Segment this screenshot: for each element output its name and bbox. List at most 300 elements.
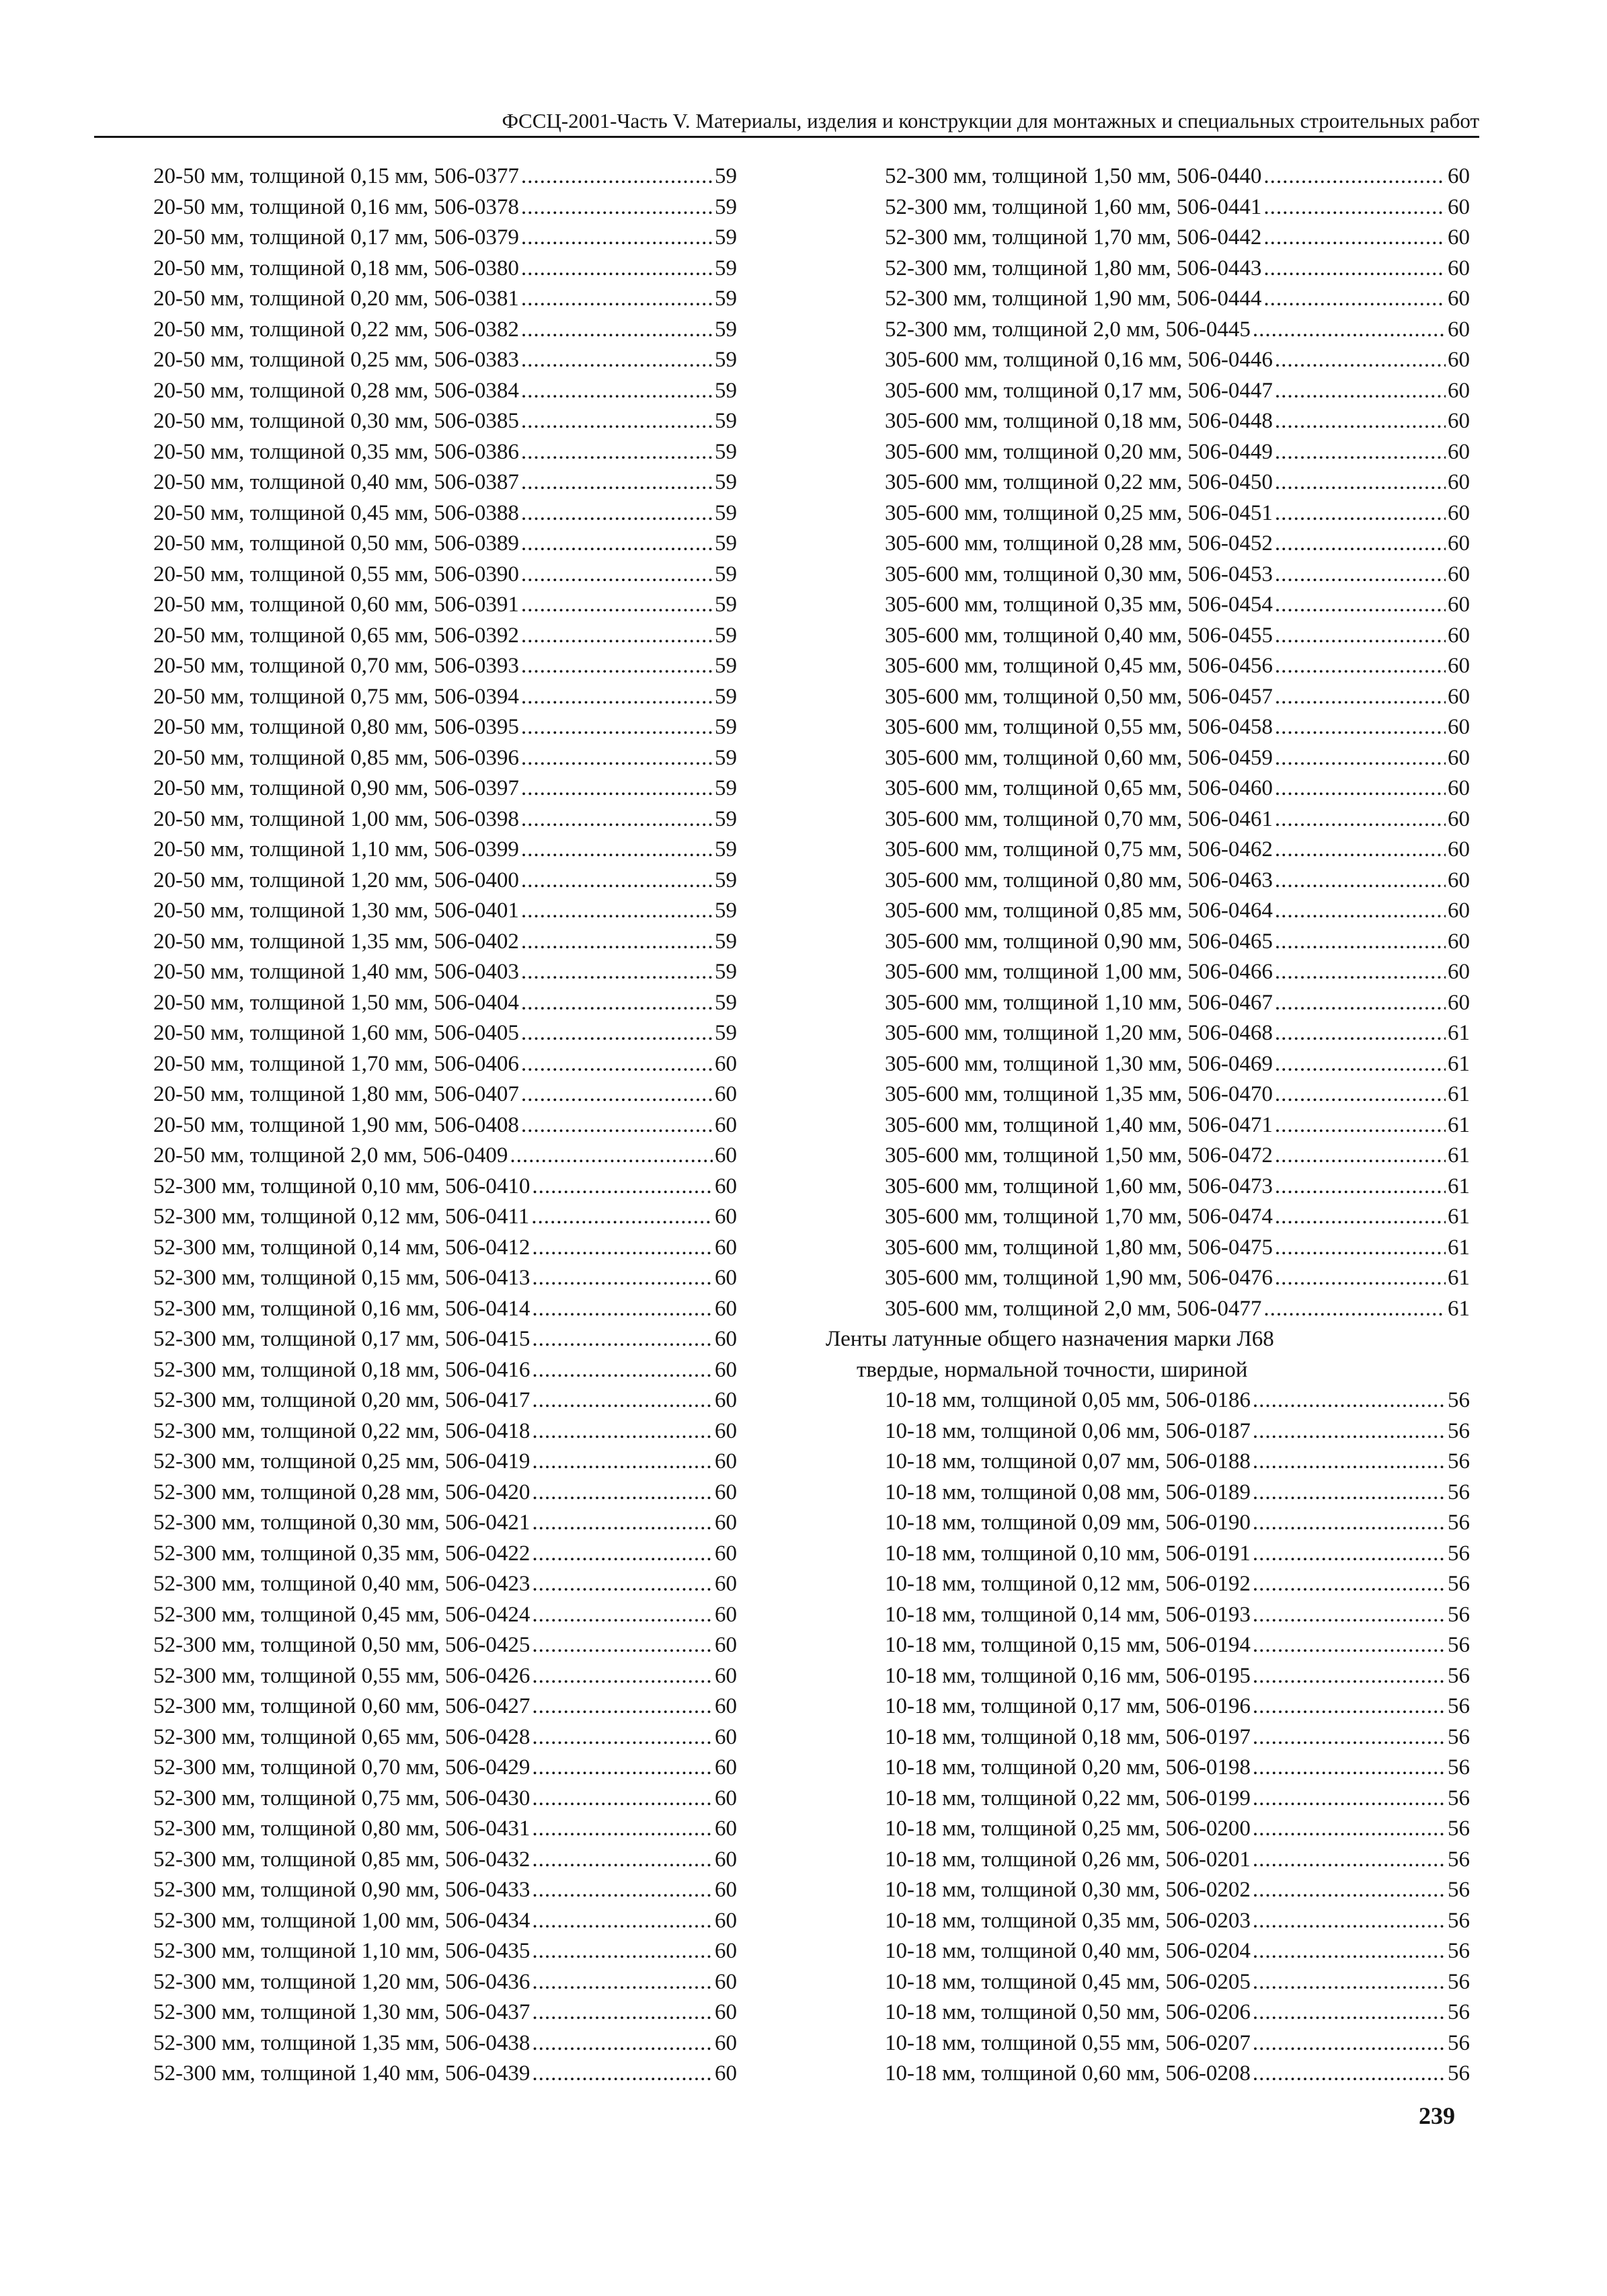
entry-page-ref: 60 [1448, 837, 1470, 862]
index-entry [153, 651, 737, 682]
entry-text: 305-600 мм, толщиной 0,90 мм, 506-0465 [885, 929, 1273, 954]
entry-page-ref: 60 [715, 1143, 737, 1168]
dot-leader [1275, 1110, 1446, 1141]
entry-text: 305-600 мм, толщиной 0,45 мм, 506-0456 [885, 654, 1273, 678]
entry-page-ref: 60 [715, 2030, 737, 2055]
index-entry [826, 1753, 1470, 1784]
dot-leader [521, 161, 713, 192]
index-entry [153, 1539, 737, 1570]
entry-text: 10-18 мм, толщиной 0,18 мм, 506-0197 [885, 1724, 1251, 1749]
entry-page-ref: 59 [715, 439, 737, 464]
entry-page-ref: 60 [715, 1908, 737, 1933]
dot-leader [1253, 1997, 1446, 2028]
dot-leader [1263, 1294, 1446, 1325]
entry-text: 10-18 мм, толщиной 0,08 мм, 506-0189 [885, 1480, 1251, 1504]
entry-text: 305-600 мм, толщиной 0,75 мм, 506-0462 [885, 837, 1273, 862]
entry-page-ref: 60 [715, 1878, 737, 1902]
dot-leader [1275, 835, 1446, 866]
entry-text: 20-50 мм, толщиной 0,22 мм, 506-0382 [153, 317, 519, 342]
entry-page-ref: 61 [1448, 1204, 1470, 1229]
index-entry [153, 376, 737, 407]
entry-page-ref: 60 [1448, 684, 1470, 709]
entry-page-ref: 56 [1448, 1755, 1470, 1780]
dot-leader [1275, 590, 1446, 621]
index-entry [826, 1569, 1470, 1600]
index-entry [826, 467, 1470, 498]
entry-text: 305-600 мм, толщиной 0,30 мм, 506-0453 [885, 562, 1273, 586]
index-entry [153, 315, 737, 346]
index-entry [153, 1294, 737, 1325]
index-entry [826, 498, 1470, 529]
index-entry [153, 1141, 737, 1172]
entry-page-ref: 59 [715, 684, 737, 709]
entry-page-ref: 56 [1448, 2030, 1470, 2055]
entry-page-ref: 60 [715, 1602, 737, 1627]
dot-leader [1275, 957, 1446, 988]
entry-text: 20-50 мм, толщиной 0,60 мм, 506-0391 [153, 592, 519, 617]
dot-leader [532, 1324, 713, 1355]
entry-page-ref: 60 [715, 1449, 737, 1474]
entry-text: 52-300 мм, толщиной 2,0 мм, 506-0445 [885, 317, 1251, 342]
dot-leader [521, 743, 713, 774]
entry-text: 305-600 мм, толщиной 0,18 мм, 506-0448 [885, 409, 1273, 433]
dot-leader [1275, 927, 1446, 958]
dot-leader [532, 1661, 713, 1692]
entry-page-ref: 60 [715, 1633, 737, 1657]
entry-text: 20-50 мм, толщиной 1,80 мм, 506-0407 [153, 1082, 519, 1106]
index-entry [826, 1294, 1470, 1325]
dot-leader [1275, 988, 1446, 1019]
entry-text: 10-18 мм, толщиной 0,50 мм, 506-0206 [885, 2000, 1251, 2024]
entry-text: 10-18 мм, толщиной 0,09 мм, 506-0190 [885, 1510, 1251, 1535]
entry-text: 52-300 мм, толщиной 0,50 мм, 506-0425 [153, 1633, 531, 1657]
entry-page-ref: 59 [715, 317, 737, 342]
entry-page-ref: 59 [715, 348, 737, 372]
entry-page-ref: 56 [1448, 1602, 1470, 1627]
index-entry [826, 560, 1470, 590]
index-entry [153, 1110, 737, 1141]
index-entry [826, 1447, 1470, 1478]
entry-text: 20-50 мм, толщиной 0,35 мм, 506-0386 [153, 439, 519, 464]
entry-page-ref: 61 [1448, 1143, 1470, 1168]
entry-text: 20-50 мм, толщиной 1,40 мм, 506-0403 [153, 960, 519, 984]
index-entry [153, 743, 737, 774]
index-entry [826, 1630, 1470, 1661]
dot-leader [1275, 345, 1446, 376]
index-entry [153, 1263, 737, 1294]
entry-page-ref: 60 [715, 1816, 737, 1841]
entry-page-ref: 60 [1448, 990, 1470, 1015]
index-entry [826, 192, 1470, 223]
entry-text: 305-600 мм, толщиной 0,70 мм, 506-0461 [885, 806, 1273, 831]
entry-page-ref: 59 [715, 378, 737, 403]
index-entry [826, 682, 1470, 713]
entry-page-ref: 60 [715, 1388, 737, 1412]
entry-text: 52-300 мм, толщиной 0,90 мм, 506-0433 [153, 1878, 531, 1902]
index-entry [826, 743, 1470, 774]
entry-page-ref: 60 [1448, 715, 1470, 739]
index-entry [826, 1997, 1470, 2028]
index-entry [153, 1447, 737, 1478]
entry-page-ref: 59 [715, 286, 737, 311]
dot-leader [521, 927, 713, 958]
entry-page-ref: 60 [1448, 623, 1470, 648]
entry-page-ref: 61 [1448, 1235, 1470, 1260]
index-entry [153, 1049, 737, 1080]
index-entry [153, 1691, 737, 1722]
dot-leader [1275, 1202, 1446, 1233]
entry-text: 305-600 мм, толщиной 1,50 мм, 506-0472 [885, 1143, 1273, 1168]
index-entry [153, 437, 737, 468]
entry-text: твердые, нормальной точности, шириной [857, 1357, 1248, 1382]
entry-text: 10-18 мм, толщиной 0,07 мм, 506-0188 [885, 1449, 1251, 1474]
index-entry [826, 1600, 1470, 1631]
entry-page-ref: 60 [1448, 654, 1470, 678]
index-entry [826, 1661, 1470, 1692]
entry-page-ref: 60 [1448, 348, 1470, 372]
index-entry [153, 498, 737, 529]
index-entry [153, 1172, 737, 1202]
index-entry [826, 2059, 1470, 2090]
entry-text: 10-18 мм, толщиной 0,05 мм, 506-0186 [885, 1388, 1251, 1412]
entry-page-ref: 60 [1448, 317, 1470, 342]
entry-page-ref: 59 [715, 715, 737, 739]
entry-text: 305-600 мм, толщиной 1,00 мм, 506-0466 [885, 960, 1273, 984]
entry-text: 305-600 мм, толщиной 0,55 мм, 506-0458 [885, 715, 1273, 739]
entry-text: 10-18 мм, толщиной 0,20 мм, 506-0198 [885, 1755, 1251, 1780]
entry-page-ref: 60 [715, 1541, 737, 1566]
index-entry [826, 1845, 1470, 1876]
dot-leader [1253, 1385, 1446, 1416]
index-entry [826, 1875, 1470, 1906]
entry-page-ref: 61 [1448, 1174, 1470, 1198]
entry-text: 305-600 мм, толщиной 0,22 мм, 506-0450 [885, 470, 1273, 494]
dot-leader [521, 529, 713, 560]
dot-leader [1253, 1722, 1446, 1753]
index-entry [826, 1049, 1470, 1080]
dot-leader [521, 682, 713, 713]
dot-leader [521, 498, 713, 529]
dot-leader [532, 1385, 713, 1416]
dot-leader [1253, 1539, 1446, 1570]
index-entry [153, 712, 737, 743]
index-entry [153, 621, 737, 652]
entry-page-ref: 60 [1448, 256, 1470, 280]
index-entry [826, 866, 1470, 896]
entry-text: 20-50 мм, толщиной 0,17 мм, 506-0379 [153, 225, 519, 250]
entry-text: 20-50 мм, толщиной 0,65 мм, 506-0392 [153, 623, 519, 648]
dot-leader [521, 376, 713, 407]
dot-leader [1275, 498, 1446, 529]
dot-leader [521, 1110, 713, 1141]
index-entry [826, 621, 1470, 652]
entry-page-ref: 59 [715, 929, 737, 954]
entry-page-ref: 59 [715, 806, 737, 831]
entry-page-ref: 56 [1448, 1694, 1470, 1718]
entry-text: 305-600 мм, толщиной 1,60 мм, 506-0473 [885, 1174, 1273, 1198]
index-entry [153, 1416, 737, 1447]
index-entry [826, 1416, 1470, 1447]
index-entry [826, 927, 1470, 958]
index-entry [826, 1385, 1470, 1416]
index-entry [153, 1018, 737, 1049]
entry-page-ref: 60 [1448, 531, 1470, 556]
dot-leader [521, 223, 713, 254]
dot-leader [532, 1967, 713, 1998]
entry-page-ref: 61 [1448, 1021, 1470, 1045]
index-entry [826, 1784, 1470, 1814]
entry-page-ref: 60 [1448, 470, 1470, 494]
index-entry [153, 161, 737, 192]
entry-page-ref: 60 [715, 1786, 737, 1810]
index-entry [153, 1753, 737, 1784]
entry-page-ref: 60 [1448, 868, 1470, 892]
entry-text: 20-50 мм, толщиной 1,70 мм, 506-0406 [153, 1051, 519, 1076]
dot-leader [532, 1997, 713, 2028]
index-entry [153, 1814, 737, 1845]
entry-text: 305-600 мм, толщиной 1,90 мм, 506-0476 [885, 1266, 1273, 1290]
entry-page-ref: 59 [715, 1021, 737, 1045]
dot-leader [521, 621, 713, 652]
entry-page-ref: 56 [1448, 1969, 1470, 1994]
index-entry [153, 2028, 737, 2059]
entry-page-ref: 61 [1448, 1266, 1470, 1290]
index-entry [826, 957, 1470, 988]
entry-page-ref: 59 [715, 409, 737, 433]
index-entry [826, 988, 1470, 1019]
index-entry [153, 927, 737, 958]
dot-leader [1253, 1936, 1446, 1967]
index-entry [153, 835, 737, 866]
entry-text: 20-50 мм, толщиной 0,25 мм, 506-0383 [153, 348, 519, 372]
index-entry [153, 1508, 737, 1539]
dot-leader [1253, 1661, 1446, 1692]
index-entry [153, 1967, 737, 1998]
entry-page-ref: 56 [1448, 1418, 1470, 1443]
entry-page-ref: 60 [715, 2061, 737, 2085]
dot-leader [1253, 1447, 1446, 1478]
dot-leader [1275, 682, 1446, 713]
entry-page-ref: 60 [715, 1112, 737, 1137]
dot-leader [1275, 1263, 1446, 1294]
entry-text: 305-600 мм, толщиной 0,25 мм, 506-0451 [885, 500, 1273, 525]
index-entry [826, 315, 1470, 346]
entry-text: 20-50 мм, толщиной 0,70 мм, 506-0393 [153, 654, 519, 678]
entry-text: 10-18 мм, толщиной 0,14 мм, 506-0193 [885, 1602, 1251, 1627]
dot-leader [532, 2028, 713, 2059]
index-entry [826, 773, 1470, 804]
entry-page-ref: 56 [1448, 1847, 1470, 1872]
dot-leader [532, 1478, 713, 1508]
index-entry [826, 376, 1470, 407]
index-entry [826, 1508, 1470, 1539]
entry-text: 52-300 мм, толщиной 1,10 мм, 506-0435 [153, 1939, 531, 1963]
index-entry [153, 406, 737, 437]
dot-leader [1253, 1600, 1446, 1631]
entry-page-ref: 60 [715, 1694, 737, 1718]
entry-text: 305-600 мм, толщиной 1,30 мм, 506-0469 [885, 1051, 1273, 1076]
dot-leader [521, 1018, 713, 1049]
entry-page-ref: 60 [1448, 592, 1470, 617]
entry-page-ref: 59 [715, 623, 737, 648]
dot-leader [521, 284, 713, 315]
entry-page-ref: 56 [1448, 1480, 1470, 1504]
index-entry [153, 1784, 737, 1814]
index-entry [826, 590, 1470, 621]
entry-page-ref: 60 [1448, 409, 1470, 433]
dot-leader [1253, 1784, 1446, 1814]
dot-leader [1275, 621, 1446, 652]
entry-text: Ленты латунные общего назначения марки Л68 [826, 1327, 1274, 1351]
dot-leader [1275, 437, 1446, 468]
dot-leader [521, 345, 713, 376]
dot-leader [1275, 529, 1446, 560]
index-entry [153, 804, 737, 835]
entry-text: 305-600 мм, толщиной 1,20 мм, 506-0468 [885, 1021, 1273, 1045]
index-entry [153, 1997, 737, 2028]
dot-leader [532, 1753, 713, 1784]
entry-text: 10-18 мм, толщиной 0,35 мм, 506-0203 [885, 1908, 1251, 1933]
dot-leader [1253, 1814, 1446, 1845]
entry-text: 10-18 мм, толщиной 0,06 мм, 506-0187 [885, 1418, 1251, 1443]
index-entry [153, 682, 737, 713]
dot-leader [521, 315, 713, 346]
entry-page-ref: 56 [1448, 2000, 1470, 2024]
dot-leader [1275, 651, 1446, 682]
entry-text: 52-300 мм, толщиной 1,80 мм, 506-0443 [885, 256, 1262, 280]
entry-text: 20-50 мм, толщиной 0,18 мм, 506-0380 [153, 256, 519, 280]
entry-page-ref: 59 [715, 898, 737, 923]
index-entry [826, 437, 1470, 468]
dot-leader [521, 651, 713, 682]
index-column-left [153, 161, 737, 2090]
entry-page-ref: 60 [715, 1266, 737, 1290]
index-entry [826, 896, 1470, 927]
index-entry [153, 1355, 737, 1386]
index-entry [826, 1018, 1470, 1049]
entry-text: 52-300 мм, толщиной 0,18 мм, 506-0416 [153, 1357, 531, 1382]
entry-text: 10-18 мм, толщиной 0,30 мм, 506-0202 [885, 1878, 1251, 1902]
dot-leader [1275, 1049, 1446, 1080]
entry-page-ref: 60 [1448, 960, 1470, 984]
dot-leader [532, 1784, 713, 1814]
entry-page-ref: 56 [1448, 1449, 1470, 1474]
entry-text: 305-600 мм, толщиной 1,70 мм, 506-0474 [885, 1204, 1273, 1229]
entry-page-ref: 56 [1448, 1878, 1470, 1902]
entry-page-ref: 59 [715, 531, 737, 556]
entry-page-ref: 56 [1448, 1908, 1470, 1933]
index-entry [826, 1967, 1470, 1998]
entry-page-ref: 60 [715, 1724, 737, 1749]
index-entry [826, 1936, 1470, 1967]
entry-text: 305-600 мм, толщиной 0,20 мм, 506-0449 [885, 439, 1273, 464]
entry-text: 52-300 мм, толщиной 1,30 мм, 506-0437 [153, 2000, 531, 2024]
index-entry [826, 1478, 1470, 1508]
dot-leader [521, 835, 713, 866]
entry-page-ref: 60 [1448, 929, 1470, 954]
entry-page-ref: 60 [715, 1418, 737, 1443]
dot-leader [1253, 1906, 1446, 1937]
dot-leader [532, 1539, 713, 1570]
entry-text: 52-300 мм, толщиной 0,40 мм, 506-0423 [153, 1572, 531, 1596]
dot-leader [1275, 804, 1446, 835]
dot-leader [1275, 1172, 1446, 1202]
dot-leader [1253, 1875, 1446, 1906]
entry-text: 20-50 мм, толщиной 0,20 мм, 506-0381 [153, 286, 519, 311]
entry-text: 52-300 мм, толщиной 1,35 мм, 506-0438 [153, 2030, 531, 2055]
entry-page-ref: 60 [1448, 562, 1470, 586]
dot-leader [532, 1508, 713, 1539]
page-number: 239 [1419, 2102, 1455, 2129]
entry-text: 52-300 мм, толщиной 0,45 мм, 506-0424 [153, 1602, 531, 1627]
dot-leader [521, 437, 713, 468]
entry-text: 20-50 мм, толщиной 0,50 мм, 506-0389 [153, 531, 519, 556]
entry-page-ref: 59 [715, 500, 737, 525]
dot-leader [1275, 376, 1446, 407]
index-entry [153, 1478, 737, 1508]
entry-text: 10-18 мм, толщиной 0,60 мм, 506-0208 [885, 2061, 1251, 2085]
dot-leader [1275, 743, 1446, 774]
entry-text: 52-300 мм, толщиной 1,00 мм, 506-0434 [153, 1908, 531, 1933]
index-entry [826, 712, 1470, 743]
entry-text: 52-300 мм, толщиной 1,60 мм, 506-0441 [885, 194, 1262, 219]
dot-leader [532, 1722, 713, 1753]
dot-leader [532, 1875, 713, 1906]
index-entry [153, 773, 737, 804]
index-entry [826, 223, 1470, 254]
entry-text: 52-300 мм, толщиной 1,40 мм, 506-0439 [153, 2061, 531, 2085]
dot-leader [1275, 1233, 1446, 1264]
index-entry [826, 406, 1470, 437]
entry-page-ref: 60 [715, 1755, 737, 1780]
entry-text: 305-600 мм, толщиной 0,40 мм, 506-0455 [885, 623, 1273, 648]
index-entry [153, 1324, 737, 1355]
index-entry [153, 529, 737, 560]
entry-page-ref: 60 [715, 1296, 737, 1321]
entry-page-ref: 56 [1448, 1663, 1470, 1688]
entry-page-ref: 60 [1448, 439, 1470, 464]
index-entry [153, 345, 737, 376]
dot-leader [532, 1355, 713, 1386]
entry-text: 20-50 мм, толщиной 0,80 мм, 506-0395 [153, 715, 519, 739]
entry-page-ref: 59 [715, 470, 737, 494]
index-entry [826, 1814, 1470, 1845]
entry-text: 52-300 мм, толщиной 0,65 мм, 506-0428 [153, 1724, 531, 1749]
entry-page-ref: 60 [1448, 164, 1470, 188]
index-entry [153, 1600, 737, 1631]
index-entry [826, 1110, 1470, 1141]
dot-leader [1263, 284, 1446, 315]
index-column-right [826, 161, 1470, 2090]
entry-text: 10-18 мм, толщиной 0,10 мм, 506-0191 [885, 1541, 1251, 1566]
entry-text: 20-50 мм, толщиной 2,0 мм, 506-0409 [153, 1143, 508, 1168]
entry-page-ref: 60 [1448, 225, 1470, 250]
entry-page-ref: 59 [715, 225, 737, 250]
entry-text: 305-600 мм, толщиной 0,65 мм, 506-0460 [885, 776, 1273, 800]
entry-page-ref: 60 [1448, 806, 1470, 831]
dot-leader [532, 1172, 713, 1202]
entry-page-ref: 56 [1448, 1633, 1470, 1657]
index-entry [826, 1233, 1470, 1264]
entry-page-ref: 60 [1448, 745, 1470, 770]
entry-page-ref: 59 [715, 256, 737, 280]
dot-leader [521, 957, 713, 988]
entry-text: 10-18 мм, толщиной 0,22 мм, 506-0199 [885, 1786, 1251, 1810]
index-entry [826, 651, 1470, 682]
entry-page-ref: 60 [1448, 194, 1470, 219]
dot-leader [532, 1416, 713, 1447]
dot-leader [532, 1936, 713, 1967]
